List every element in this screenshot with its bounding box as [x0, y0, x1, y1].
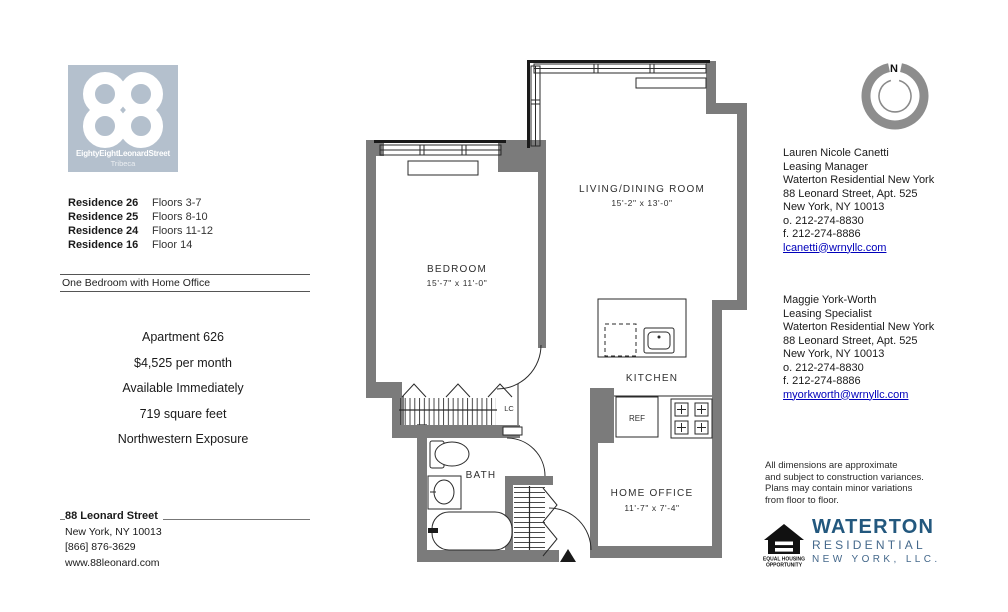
- compass-north-label: N: [890, 63, 898, 75]
- stove: [671, 399, 712, 438]
- living-window-exterior-line: [528, 60, 710, 63]
- entry-marker-triangle: [560, 549, 576, 562]
- building-name: EightyEightLeonardStreet: [76, 149, 170, 158]
- bath-threshold: [503, 427, 522, 435]
- contact-title: Leasing Specialist: [783, 307, 872, 320]
- kitchen-fixtures: [598, 299, 712, 438]
- contact-office-phone: o. 212-274-8830: [783, 214, 864, 227]
- contact-address2: New York, NY 10013: [783, 201, 885, 213]
- wall-right-top: [706, 61, 716, 114]
- residence-label: Residence: [68, 211, 124, 223]
- tub-faucet: [428, 528, 438, 533]
- residence-floors: Floors 11-12: [152, 225, 213, 237]
- residence-floors: Floor 14: [152, 239, 193, 251]
- contact-office-phone: o. 212-274-8830: [783, 361, 864, 374]
- compass-inner-ring: [879, 81, 911, 112]
- bedroom-window-exterior-line: [374, 140, 506, 143]
- wall-right-lower: [712, 300, 722, 558]
- residence-number: 24: [126, 225, 139, 237]
- address-website[interactable]: www.88leonard.com: [65, 556, 160, 569]
- contact-name: Maggie York-Worth: [783, 294, 877, 306]
- wall-office-left: [590, 440, 598, 556]
- building-neighborhood: Tribeca: [110, 159, 136, 168]
- bifold-door-chevron: [488, 384, 512, 397]
- disclaimer-line: from floor to floor.: [765, 494, 839, 506]
- disclaimer-line: and subject to construction variances.: [765, 471, 924, 483]
- wall-kitchen-left: [590, 388, 614, 443]
- wall-bath-left: [417, 424, 427, 562]
- wall-bedroom-living-divider: [538, 168, 546, 348]
- bedroom-label: BEDROOM: [426, 264, 488, 275]
- living-dining-dims: 15'-2" x 13'-0": [611, 198, 673, 208]
- bifold-door-chevron: [446, 384, 470, 397]
- waterton-residential: RESIDENTIAL: [812, 538, 926, 552]
- contact-address1: 88 Leonard Street, Apt. 525: [783, 187, 918, 200]
- equal-housing-caption: EQUAL HOUSING: [762, 556, 806, 563]
- equal-housing-caption: OPPORTUNITY: [765, 562, 803, 569]
- contact-name: Lauren Nicole Canetti: [783, 147, 889, 159]
- bath-door-arc: [507, 438, 545, 476]
- bifold-door-chevron: [543, 488, 557, 522]
- wall-bath-top: [392, 425, 520, 438]
- contact-address2: New York, NY 10013: [783, 348, 885, 360]
- apartment-availability: Available Immediately: [122, 381, 244, 395]
- residence-label: Residence: [68, 239, 124, 251]
- contact-company: Waterton Residential New York: [783, 174, 935, 186]
- address-city: New York, NY 10013: [65, 525, 162, 538]
- wall-office-bottom: [590, 546, 722, 558]
- residence-floors: Floors 8-10: [152, 211, 208, 223]
- bedroom-door-arc: [497, 345, 541, 389]
- residence-floors: Floors 3-7: [152, 197, 202, 209]
- linen-closet-label: LC: [504, 404, 514, 413]
- wall-bedroom-corner: [366, 382, 402, 398]
- entry-door-arc: [549, 508, 591, 550]
- contact-fax: f. 212-274-8886: [783, 375, 861, 387]
- apartment-exposure: Northwestern Exposure: [117, 432, 249, 446]
- kitchen-label: KITCHEN: [625, 373, 679, 384]
- entry-closet: [514, 486, 557, 556]
- residence-label: Residence: [68, 197, 124, 209]
- contact-address1: 88 Leonard Street, Apt. 525: [783, 334, 918, 347]
- residence-number: 26: [126, 197, 139, 209]
- closet-hatching: [400, 398, 496, 425]
- living-soffit: [636, 78, 706, 88]
- bedroom-dims: 15'-7" x 11'-0": [426, 278, 488, 288]
- contact-title: Leasing Manager: [783, 160, 869, 173]
- address-phone: [866] 876-3629: [65, 541, 136, 553]
- linen-closet: [399, 384, 518, 425]
- residence-number: 16: [126, 239, 139, 251]
- home-office-dims: 11'-7" x 7'-4": [624, 503, 680, 513]
- unit-type-banner: One Bedroom with Home Office: [62, 277, 211, 289]
- radiator: [408, 161, 478, 175]
- apartment-number: Apartment 626: [142, 330, 224, 344]
- bath-fixtures: [428, 441, 512, 550]
- living-left-exterior-line: [527, 60, 530, 148]
- contact-fax: f. 212-274-8886: [783, 228, 861, 240]
- residence-number: 25: [126, 211, 139, 223]
- address-street: 88 Leonard Street: [65, 509, 163, 525]
- contact-email-link[interactable]: lcanetti@wrnyllc.com: [783, 241, 887, 254]
- living-dining-label: LIVING/DINING ROOM: [578, 184, 706, 195]
- disclaimer-line: Plans may contain minor variations: [765, 483, 913, 494]
- contact-company: Waterton Residential New York: [783, 321, 935, 333]
- compass-icon: [866, 63, 924, 125]
- bathtub: [432, 512, 512, 550]
- waterton-name: WATERTON: [812, 516, 935, 538]
- sink-faucet: [658, 336, 661, 339]
- contact-email-link[interactable]: myorkworth@wrnyllc.com: [783, 388, 909, 401]
- wall-divider-top: [498, 140, 546, 172]
- compass-outer-ring: [866, 68, 924, 125]
- wall-right-mid: [737, 103, 747, 310]
- wall-bedroom-left: [366, 140, 376, 392]
- home-office-label: HOME OFFICE: [610, 488, 694, 499]
- bifold-door-chevron: [402, 384, 426, 397]
- walls: [366, 61, 747, 562]
- disclaimer-line: All dimensions are approximate: [765, 460, 898, 471]
- apartment-size: 719 square feet: [139, 406, 227, 421]
- waterton-newyork: NEW YORK, LLC.: [812, 554, 941, 565]
- residence-label: Residence: [68, 225, 124, 237]
- bath-label: BATH: [465, 470, 497, 481]
- toilet-bowl: [435, 442, 469, 466]
- apartment-rent: $4,525 per month: [134, 355, 232, 370]
- wall-bath-bottom: [417, 550, 559, 562]
- refrigerator-label: REF: [629, 414, 645, 423]
